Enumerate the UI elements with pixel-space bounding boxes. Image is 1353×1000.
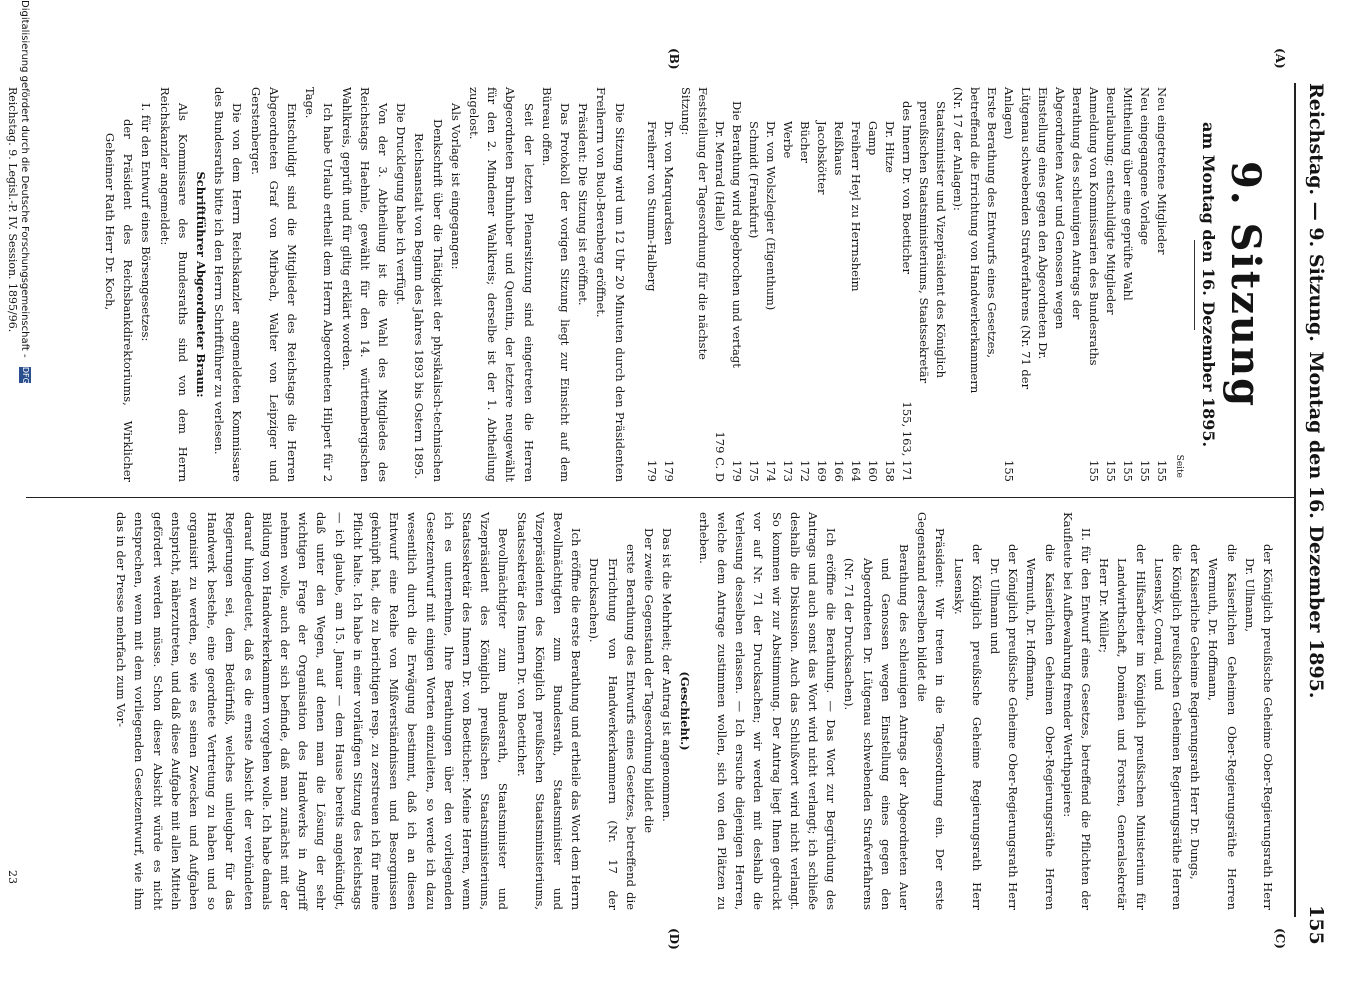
paragraph: die Kaiserlichen Geheimen Ober-Regierungsräthe Herren Wermuth, Dr. Hoffmann, <box>1024 544 1057 910</box>
paragraph: Die von dem Herrn Reichskanzler angemeldeten Kommissare des Bundesraths bitte ich den Herrn Schriftführer zu verlesen. <box>212 87 245 482</box>
toc-entry-text: Reißhaus <box>831 121 846 176</box>
toc-entry <box>949 87 1000 482</box>
toc-entry-text: Dr. von Wolszlegier (Eigenthum) <box>763 121 778 311</box>
footer-legislature: Reichstag. 9. Legisl.-P. IV. Session. 1895/96. <box>6 87 19 333</box>
toc-entry <box>1136 87 1153 482</box>
toc-entry <box>881 87 898 482</box>
toc-entry <box>813 87 830 482</box>
toc-entry-text: Bücher <box>797 121 812 164</box>
paragraph: Ich eröffne die erste Berathung und ertheile das Wort dem Herrn Bevollmächtigten zum Bundesrath, Staatsminister und Vizepräsidenten des Königlich preußischen Staatsministeriums, Staatssekretär des Innern Dr. von Boetticher. <box>514 512 584 910</box>
toc-entry <box>1153 87 1170 482</box>
table-of-contents <box>643 87 1170 482</box>
toc-entry-text: Beurlaubung; entschuldigte Mitglieder <box>1103 87 1118 315</box>
session-date: am Montag den 16. Dezember 1895. <box>1199 121 1218 448</box>
toc-entry-page: 166 <box>831 460 846 482</box>
toc-entry-page: 179 C. D <box>712 431 727 482</box>
toc-entry-page <box>677 402 711 482</box>
toc-entry-page: 164 <box>848 460 863 482</box>
toc-entry <box>1085 87 1102 482</box>
paragraph: der Präsident des Reichsbankdirektoriums, Wirklicher Geheimer Rath Herr Dr. Koch, <box>102 119 136 482</box>
toc-entry-text: Anmeldung von Kommissarien des Bundesraths <box>1086 87 1101 366</box>
toc-entry <box>898 87 949 482</box>
toc-entry <box>864 87 881 482</box>
paragraph: Präsident: Wir treten in die Tagesordnung ein. Der erste Gegenstand derselben bildet die <box>915 512 948 910</box>
right-column <box>112 512 1277 910</box>
paragraph: Das Protokoll der vorigen Sitzung liegt zur Einsicht auf dem Büreau offen. <box>539 87 572 482</box>
paragraph: (Geschieht.) <box>678 671 693 751</box>
toc-entry-text: Staatsminister und Vizepräsident des Königlich preußischen Staatsministeriums, Staatssekretär des Innern Dr. von Boetticher <box>899 101 948 384</box>
toc-entry-page: 155 <box>1086 460 1101 482</box>
column-divider <box>26 497 1296 498</box>
toc-entry-page: 155 <box>1154 460 1169 482</box>
toc-entry <box>1102 87 1119 482</box>
margin-mark-d: (D) <box>667 928 681 950</box>
paragraph: Die Drucklegung habe ich verfügt. <box>394 103 409 305</box>
digitization-credit <box>19 0 31 1000</box>
toc-entry-page: 169 <box>814 460 829 482</box>
toc-entry-page: 179 <box>661 460 676 482</box>
footer-signature: 23 <box>6 870 19 884</box>
margin-mark-c: (C) <box>1273 928 1287 949</box>
toc-entry <box>1000 87 1085 482</box>
paragraph: die Kaiserlichen Geheimen Ober-Regierungsräthe Herren Wermuth, Dr. Hoffmann, <box>1206 544 1239 910</box>
credit-text: Digitalisierung gefördert durch die Deutsche Forschungsgemeinschaft - <box>19 0 30 358</box>
paragraph: Präsident: Die Sitzung ist eröffnet. <box>576 103 591 306</box>
toc-entry-page: 155 <box>1001 460 1016 482</box>
toc-entry-page: 179 <box>644 460 659 482</box>
paragraph: Schriftführer Abgeordneter Braun: <box>193 171 208 398</box>
margin-mark-b: (B) <box>667 48 681 70</box>
toc-entry-text: Dr. Hitze <box>882 121 897 173</box>
toc-entry-page: 179 <box>729 460 744 482</box>
toc-entry <box>711 87 728 482</box>
paragraph: der Kaiserliche Geheime Regierungsrath Herr Dr. Dungs, <box>1188 544 1203 880</box>
toc-entry-text: Feststellung der Tagesordnung für die nächste Sitzung: <box>678 87 710 360</box>
running-header-left: Reichstag. — 9. Sitzung. <box>1305 83 1327 342</box>
paragraph: Das ist die Mehrheit; der Antrag ist angenommen. <box>660 528 675 822</box>
dfg-logo-icon: DFG <box>21 366 30 384</box>
paragraph: erste Berathung des Entwurfs eines Gesetzes, betreffend die Errichtung von Handwerkerkammern (Nr. 17 der Drucksachen). <box>587 544 638 910</box>
toc-entry-text: Gamp <box>865 121 880 156</box>
toc-entry <box>779 87 796 482</box>
paragraph: der Königlich preußische Geheime Ober-Regierungsrath Herr Dr. Ullmann, <box>1242 544 1275 910</box>
toc-entry-page: 172 <box>797 460 812 482</box>
left-column <box>101 87 1277 482</box>
toc-entry-text: Erste Berathung des Entwurfs eines Gesetzes, betreffend die Errichtung von Handwerkerkammern (Nr. 17 der Anlagen): <box>950 87 999 394</box>
toc-entry-page: 155 <box>1137 460 1152 482</box>
paragraph: Entschuldigt sind die Mitglieder des Reichstags die Herren Abgeordneten Graf von Mirbach, Walter von Leipziger und Gerstenberger. <box>248 87 299 482</box>
toc-entry-page: 155 <box>1103 460 1118 482</box>
paragraph: Ich habe Urlaub ertheilt dem Herrn Abgeordneten Hilpert für 2 Tage. <box>303 87 336 482</box>
toc-entry <box>830 87 847 482</box>
paragraph: die Königlich preußischen Geheimen Regierungsräthe Herren Lusensky, Conrad, und <box>1151 544 1184 910</box>
toc-entry <box>745 87 762 482</box>
title-rule <box>1194 240 1195 330</box>
toc-entry <box>762 87 779 482</box>
toc-entry <box>660 87 677 482</box>
toc-entry-text: Die Berathung wird abgebrochen und vertagt <box>729 101 744 368</box>
paragraph: Bevollmächtigter zum Bundesrath, Staatsminister und Vizepräsident des Königlich preußischen Staatsministeriums, Staatssekretär des Innern Dr. von Boetticher: Meine Herren, wenn ich es unternehme, Ihre Berathungen über den vorliegenden Gesetzentwurf mit einigen Worten einzuleiten, so werde ich dazu wesentlich durch die Erwägung bestimmt, daß ich an diesen Entwurf eine Reihe von Mißverständnissen und Besorgnissen geknüpft hat, die zu berichtigen resp. zu zerstreuen ich für meine Pflicht halte. Ich habe in einer vorläufigen Sitzung des Reichstags — ich glaube, am 15. Januar — dem Hause bereits angekündigt, daß unter den Wegen, auf denen man die Lösung der sehr wichtigen Frage der Organisation des Handwerks in Angriff nehmen wolle, auch der sich befinde, daß man zunächst mit der Bildung von Handwerkerkammern vorgehen wolle. Ich habe damals darauf hingedeutet, daß es die ernste Absicht der verbündeten Regierungen sei, dem Bedürfniß, welches unleugbar für das Handwerk bestehe, eine geordnete Vertretung zu haben und so organisirt zu werden, so wie es seinen Zwecken und Aufgaben entspricht, näherzutreten, und daß diese Aufgabe mit allen Mitteln gefördert werden müsse. Schon dieser Absicht würde es nicht entsprechen, wenn mit dem vorliegenden Gesetzentwurf, wie ihm das in der Presse mehrfach zum Vor- <box>114 512 511 910</box>
paragraph: Berathung des schleunigen Antrags der Abgeordneten Auer und Genossen wegen Einstellung eines gegen den Abgeordneten Dr. Lütgenau schwebenden Strafverfahrens (Nr. 71 der Drucksachen). <box>842 544 911 910</box>
toc-entry-page: 173 <box>780 460 795 482</box>
header-rule <box>1294 83 1296 917</box>
toc-entry-text: Freiherr von Stumm-Halberg <box>644 121 659 292</box>
paragraph: II. für den Entwurf eines Gesetzes, betreffend die Pflichten der Kaufleute bei Aufbewahrung fremder Werthpapiere: <box>1060 512 1093 910</box>
toc-entry-text: Dr. Menrad (Halle) <box>712 121 727 232</box>
paragraph: der Königlich preußische Geheime Regierungsrath Herr Lusensky. <box>951 544 984 910</box>
toc-entry <box>643 87 660 482</box>
paragraph: I. für den Entwurf eines Börsengesetzes: <box>139 103 154 342</box>
right-body-text <box>112 512 1277 910</box>
toc-entry-text: Schmidt (Frankfurt) <box>746 121 761 239</box>
paragraph: Die Sitzung wird um 12 Uhr 20 Minuten durch den Präsidenten Freiherrn von Buol-Berenberg eröffnet. <box>594 87 627 482</box>
running-header-date: Montag den 16. Dezember 1895. <box>1305 351 1327 699</box>
paragraph: Als Vorlage ist eingegangen: <box>448 103 463 270</box>
toc-entry-page: 175 <box>746 460 761 482</box>
paragraph: der Königlich preußische Geheime Ober-Regierungsrath Herr Dr. Ullmann und <box>987 544 1021 910</box>
left-body-text <box>101 87 629 482</box>
paragraph: Der zweite Gegenstand der Tagesordnung bildet die <box>642 528 657 834</box>
toc-entry-text: Jacobskötter <box>814 121 829 195</box>
margin-mark-a: (A) <box>1273 48 1287 69</box>
toc-entry <box>796 87 813 482</box>
paragraph: Ich eröffne die Berathung. — Das Wort zur Begründung des Antrags und auch sonst das Wort wird nicht verlangt; ich schließe deshalb die Diskussion. Auch das Schlußwort wird nicht verlangt. So kommen wir zur Abstimmung. Der Antrag liegt Ihnen gedruckt vor auf Nr. 71 der Drucksachen; wir werden mit deshalb die Verlesung desselben erlassen. — Ich ersuche diejenigen Herren, welche dem Antrage zustimmen wollen, sich von den Plätzen zu erheben. <box>696 512 839 910</box>
toc-entry-text: Mittheilung über eine geprüfte Wahl <box>1120 87 1135 301</box>
paragraph: der Hilfsarbeiter im Königlich preußischen Ministerium für Landwirthschaft, Domänen und Forsten, Generalsekretär Herr Dr. Müller; <box>1097 544 1148 910</box>
toc-entry <box>677 87 711 482</box>
session-title: 9. Sitzung <box>1222 160 1269 409</box>
toc-entry-page: 174 <box>763 460 778 482</box>
toc-entry <box>1119 87 1136 482</box>
paragraph: Seit der letzten Plenarsitzung sind eingetreten die Herren Abgeordneten Bruhnhuber und Quentin, der letztere neugewählt für den 2. Mindener Wahlkreis; derselbe ist der 1. Abtheilung zugelost. <box>466 87 536 482</box>
toc-entry-page: 155, 163, 171 <box>899 401 914 482</box>
toc-entry-text: Neu eingetretene Mitglieder <box>1154 87 1169 255</box>
toc-entry-page <box>949 402 1000 482</box>
toc-entry-text: Berathung des schleunigen Antrags der Abgeordneten Auer und Genossen wegen Einstellung eines gegen den Abgeordneten Dr. Lütgenau schwebenden Strafverfahrens (Nr. 71 der Anlagen) <box>1001 87 1084 390</box>
seite-label: Seite <box>1173 454 1184 478</box>
toc-entry-text: Dr. von Marquardsen <box>661 121 676 245</box>
paragraph: Als Kommissare des Bundesraths sind von dem Herrn Reichskanzler angemeldet: <box>157 87 190 482</box>
toc-entry <box>728 87 745 482</box>
toc-entry-text: Werbe <box>780 121 795 159</box>
paragraph: Von der 3. Abtheilung ist die Wahl des Mitgliedes des Reichstags Haehnle, gewählt für den 14. württembergischen Wahlkreis, geprüft und für giltig erklärt worden. <box>339 87 390 482</box>
toc-entry-text: Neu eingegangene Vorlage <box>1137 87 1152 246</box>
toc-entry-page: 158 <box>882 460 897 482</box>
page-number: 155 <box>1305 905 1327 945</box>
toc-entry-page: 160 <box>865 460 880 482</box>
toc-entry-text: Freiherr Heyl zu Herrnsheim <box>848 121 863 292</box>
toc-entry <box>847 87 864 482</box>
toc-entry-page: 155 <box>1120 460 1135 482</box>
paragraph: Denkschrift über die Thätigkeit der physikalisch-technischen Reichsanstalt von Beginn des Jahres 1893 bis Ostern 1895. <box>412 119 445 482</box>
